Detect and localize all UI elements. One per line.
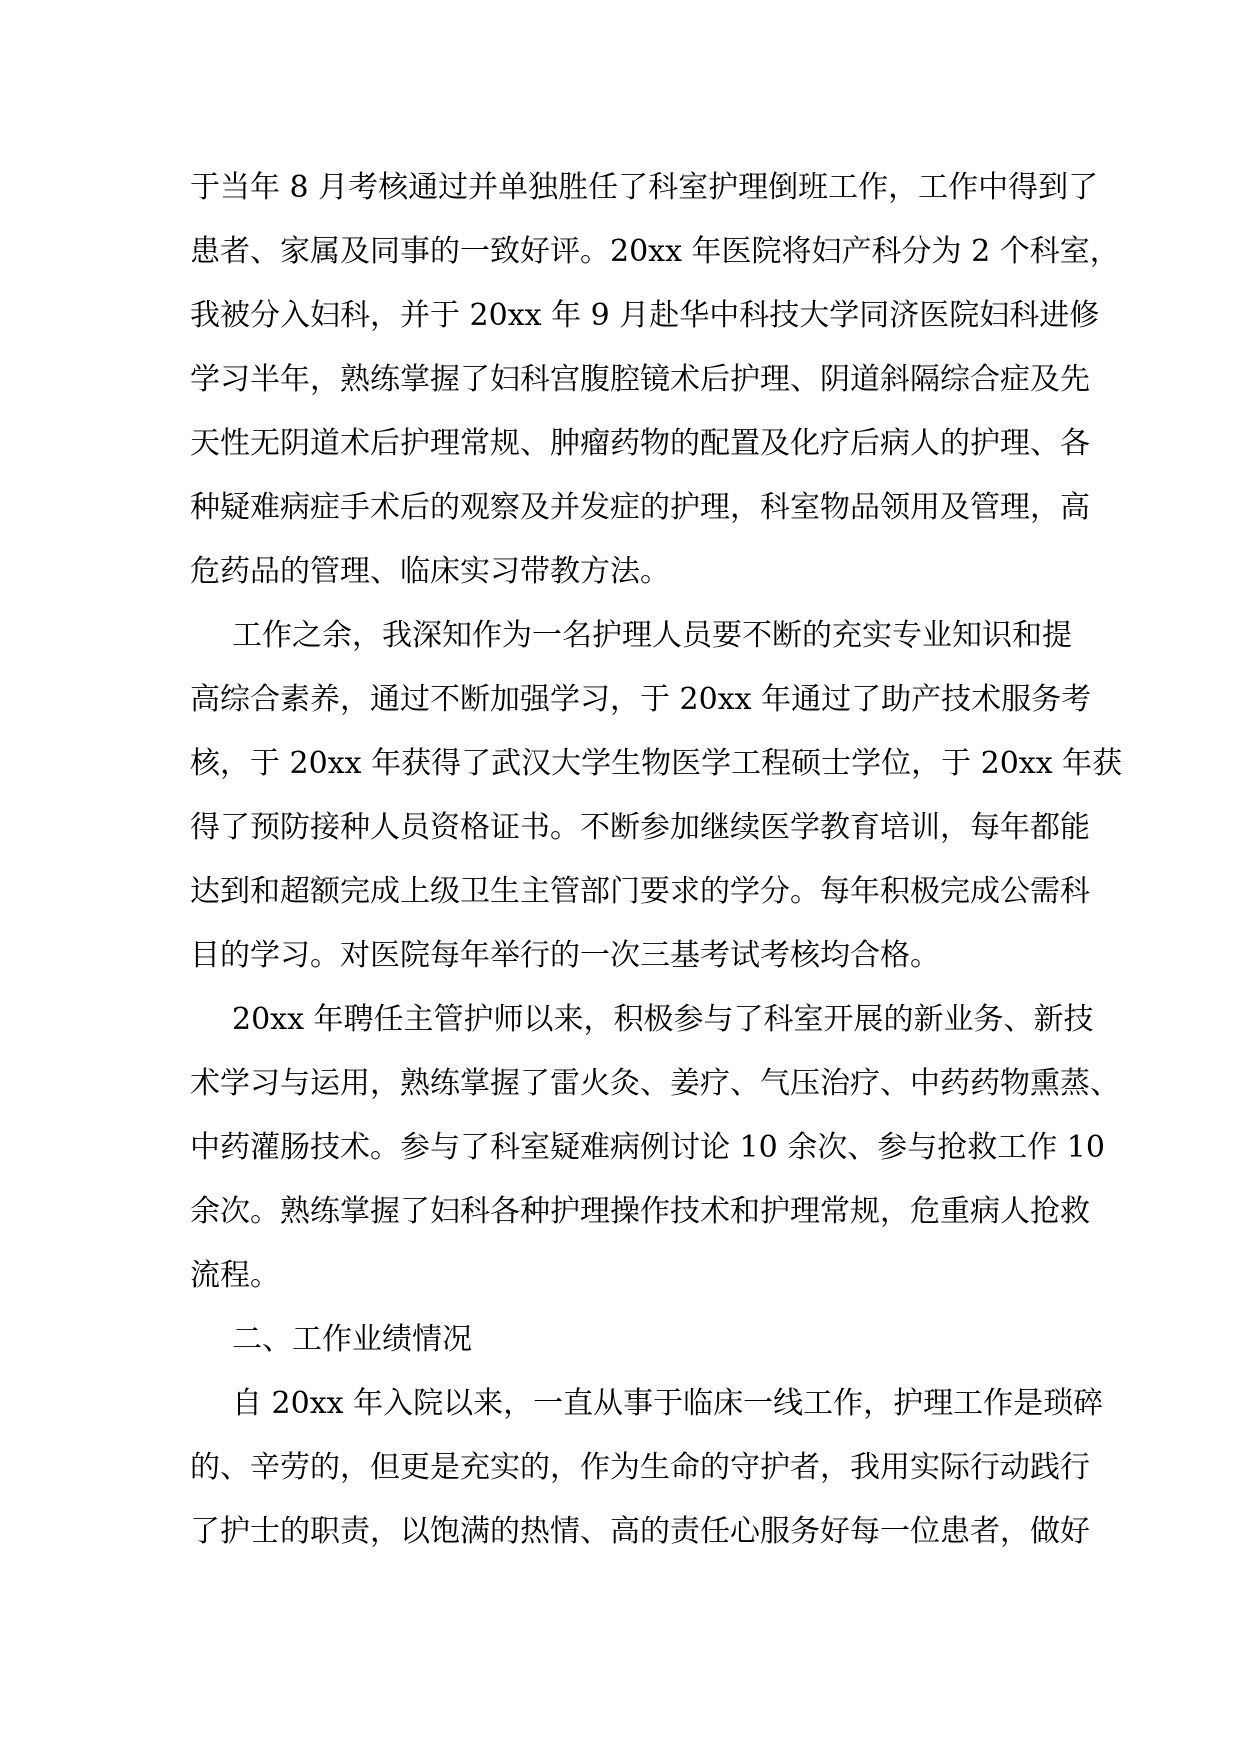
- text-line: 危药品的管理、临床实习带教方法。: [190, 554, 670, 589]
- text-line: 种疑难病症手术后的观察及并发症的护理，科室物品领用及管理，高: [190, 490, 1090, 525]
- paragraph: [190, 988, 1120, 1308]
- text-line: 达到和超额完成上级卫生主管部门要求的学分。每年积极完成公需科: [190, 874, 1090, 909]
- paragraph: [190, 156, 1120, 604]
- document-body: [190, 156, 1123, 1564]
- text-line: 的、辛劳的，但更是充实的，作为生命的守护者，我用实际行动践行: [190, 1450, 1090, 1485]
- section-heading: [190, 1308, 1070, 1372]
- text-line: 术学习与运用，熟练掌握了雷火灸、姜疗、气压治疗、中药药物熏蒸、: [190, 1066, 1120, 1101]
- text-line: 我被分入妇科，并于 20xx 年 9 月赴华中科技大学同济医院妇科进修: [190, 298, 1100, 333]
- text-line: 患者、家属及同事的一致好评。20xx 年医院将妇产科分为 2 个科室，: [190, 234, 1120, 269]
- text-line: 余次。熟练掌握了妇科各种护理操作技术和护理常规，危重病人抢救: [190, 1194, 1090, 1229]
- paragraph: [190, 1372, 1104, 1564]
- text-line: 得了预防接种人员资格证书。不断参加继续医学教育培训，每年都能: [190, 810, 1090, 845]
- section-heading-text: 二、工作业绩情况: [232, 1322, 472, 1357]
- text-line: 自 20xx 年入院以来，一直从事于临床一线工作，护理工作是琐碎: [232, 1386, 1104, 1421]
- text-line: 20xx 年聘任主管护师以来，积极参与了科室开展的新业务、新技: [232, 1002, 1094, 1037]
- text-line: 天性无阴道术后护理常规、肿瘤药物的配置及化疗后病人的护理、各: [190, 426, 1090, 461]
- text-line: 了护士的职责，以饱满的热情、高的责任心服务好每一位患者，做好: [190, 1514, 1090, 1549]
- text-line: 高综合素养，通过不断加强学习，于 20xx 年通过了助产技术服务考: [190, 682, 1092, 717]
- text-line: 于当年 8 月考核通过并单独胜任了科室护理倒班工作，工作中得到了: [190, 170, 1099, 205]
- text-line: 工作之余，我深知作为一名护理人员要不断的充实专业知识和提: [232, 618, 1072, 653]
- text-line: 流程。: [190, 1258, 280, 1293]
- text-line: 中药灌肠技术。参与了科室疑难病例讨论 10 余次、参与抢救工作 10: [190, 1130, 1105, 1165]
- text-line: 核，于 20xx 年获得了武汉大学生物医学工程硕士学位，于 20xx 年获: [190, 746, 1123, 781]
- paragraph: [190, 604, 1123, 988]
- text-line: 目的学习。对医院每年举行的一次三基考试考核均合格。: [190, 938, 940, 973]
- text-line: 学习半年，熟练掌握了妇科宫腹腔镜术后护理、阴道斜隔综合症及先: [190, 362, 1090, 397]
